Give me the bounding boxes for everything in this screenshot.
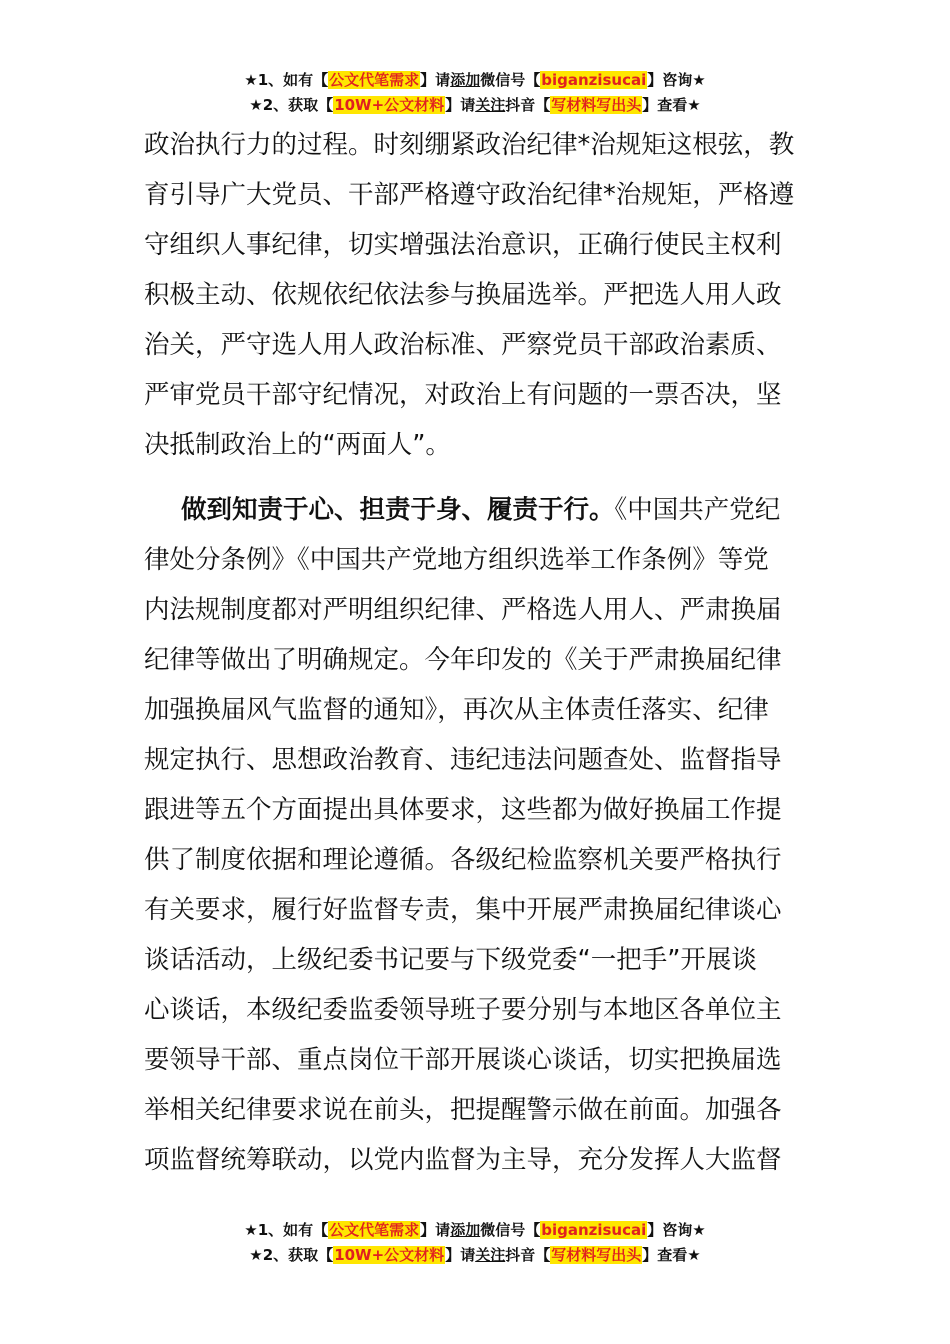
paragraph-line: 政治执行力的过程。时刻绷紧政治纪律*治规矩这根弦，教	[144, 130, 795, 160]
bottom-banner-line-2	[0, 1243, 950, 1268]
paragraph-line: 有关要求，履行好监督专责，集中开展严肃换届纪律谈心	[144, 895, 782, 925]
banner-emphasis: 添加	[450, 71, 481, 89]
banner-text: 】查看★	[642, 96, 701, 114]
paragraph-line: 治关，严守选人用人政治标准、严察党员干部政治素质、	[144, 330, 782, 360]
paragraph-first-line	[144, 485, 812, 535]
paragraph-line: 规定执行、思想政治教育、违纪违法问题查处、监督指导	[144, 745, 782, 775]
banner-highlight: 写材料写出头	[551, 1246, 642, 1264]
paragraph-1	[144, 120, 812, 470]
banner-text: 】查看★	[642, 1246, 701, 1264]
banner-text: 抖音【	[505, 96, 551, 114]
banner-highlight: 公文代笔需求	[329, 71, 420, 89]
top-promo-banner	[0, 68, 950, 118]
paragraph-line: 举相关纪律要求说在前头，把提醒警示做在前面。加强各	[144, 1095, 782, 1125]
paragraph-line: 项监督统筹联动，以党内监督为主导，充分发挥人大监督	[144, 1145, 782, 1175]
paragraph-lead-heading: 做到知责于心、担责于身、履责于行。	[181, 495, 615, 525]
bottom-promo-banner	[0, 1218, 950, 1268]
paragraph-line: 积极主动、依规依纪依法参与换届选举。严把选人用人政	[144, 280, 782, 310]
banner-emphasis: 关注	[475, 1246, 506, 1264]
paragraph-line: 严审党员干部守纪情况，对政治上有问题的一票否决，坚	[144, 380, 782, 410]
paragraph-line: 守组织人事纪律，切实增强法治意识，正确行使民主权利	[144, 230, 782, 260]
top-banner-line-1	[0, 68, 950, 93]
paragraph-line: 心谈话，本级纪委监委领导班子要分别与本地区各单位主	[144, 995, 782, 1025]
banner-text: 抖音【	[505, 1246, 551, 1264]
paragraph-line: 要领导干部、重点岗位干部开展谈心谈话，切实把换届选	[144, 1045, 782, 1075]
paragraph-line: 加强换届风气监督的通知》，再次从主体责任落实、纪律	[144, 695, 769, 725]
top-banner-line-2	[0, 93, 950, 118]
paragraph-line: 谈话活动，上级纪委书记要与下级党委“一把手”开展谈	[144, 945, 757, 975]
paragraph-line: 育引导广大党员、干部严格遵守政治纪律*治规矩，严格遵	[144, 180, 795, 210]
paragraph-line-rest: 《中国共产党纪	[614, 495, 781, 525]
banner-emphasis: 添加	[450, 1221, 481, 1239]
paragraph-line: 纪律等做出了明确规定。今年印发的《关于严肃换届纪律	[144, 645, 782, 675]
banner-highlight: 写材料写出头	[551, 96, 642, 114]
banner-highlight: 10W+公文材料	[334, 96, 445, 114]
paragraph-line: 决抵制政治上的“两面人”。	[144, 430, 451, 460]
banner-text: 】请	[420, 71, 451, 89]
banner-emphasis: 关注	[475, 96, 506, 114]
banner-highlight: biganzisucai	[541, 71, 647, 89]
banner-text: ★1、如有【	[244, 71, 329, 89]
banner-text: 】请	[445, 96, 476, 114]
banner-highlight: biganzisucai	[541, 1221, 647, 1239]
bottom-banner-line-1	[0, 1218, 950, 1243]
banner-text: 】咨询★	[647, 1221, 706, 1239]
paragraph-line: 律处分条例》《中国共产党地方组织选举工作条例》等党	[144, 545, 769, 575]
banner-text: ★2、获取【	[249, 1246, 334, 1264]
paragraph-line: 供了制度依据和理论遵循。各级纪检监察机关要严格执行	[144, 845, 782, 875]
banner-text: 】咨询★	[647, 71, 706, 89]
paragraph-line: 内法规制度都对严明组织纪律、严格选人用人、严肃换届	[144, 595, 782, 625]
banner-text: 】请	[445, 1246, 476, 1264]
banner-text: ★2、获取【	[249, 96, 334, 114]
banner-text: 微信号【	[480, 71, 541, 89]
banner-text: 微信号【	[480, 1221, 541, 1239]
banner-text: ★1、如有【	[244, 1221, 329, 1239]
paragraph-line: 跟进等五个方面提出具体要求，这些都为做好换届工作提	[144, 795, 782, 825]
banner-text: 】请	[420, 1221, 451, 1239]
banner-highlight: 10W+公文材料	[334, 1246, 445, 1264]
banner-highlight: 公文代笔需求	[329, 1221, 420, 1239]
paragraph-2	[144, 485, 812, 1185]
